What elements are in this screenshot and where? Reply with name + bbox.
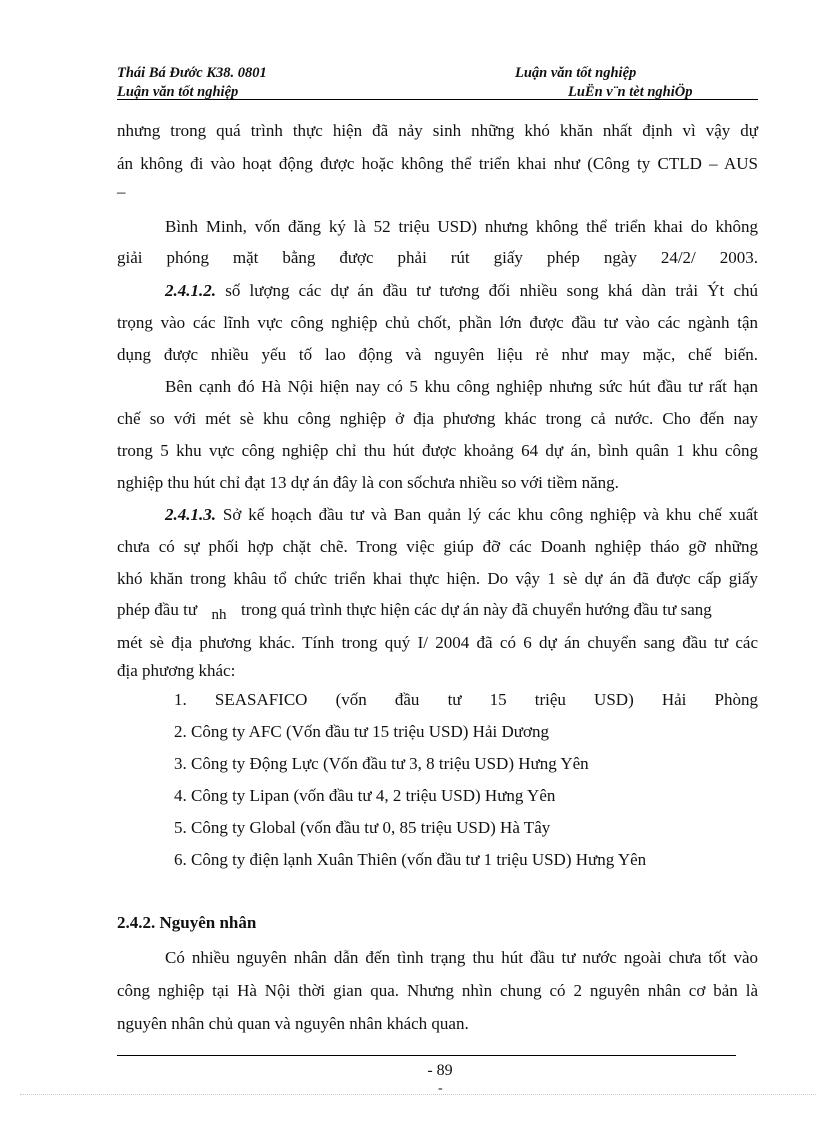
text-line: địa phương khác: xyxy=(117,661,236,680)
header-subtitle-left: Luận văn tốt nghiệp xyxy=(117,84,239,100)
list-item: 6. Công ty điện lạnh Xuân Thiên (vốn đầu tư 1 triệu USD) Hưng Yên xyxy=(174,850,647,869)
stray-text: nh xyxy=(211,607,227,623)
text-run: trong quá trình thực hiện các dự án này đã chuyển hướng đầu tư sang xyxy=(241,600,712,619)
text-line: mét sè địa phương khác. Tính trong quý I/ 2004 đã có 6 dự án chuyển sang đầu tư các xyxy=(117,633,758,652)
text-line: – xyxy=(117,182,126,201)
text-run: số lượng các dự án đầu tư tương đối nhiều song khá dàn trải Ýt chú xyxy=(216,281,758,300)
item-number: 2.4.1.3. xyxy=(165,505,216,524)
list-item: 3. Công ty Động Lực (Vốn đầu tư 3, 8 triệu USD) Hưng Yên xyxy=(174,754,589,773)
text-line: chế so với mét sè khu công nghiệp ở địa phương khác trong cả nước. Cho đến nay xyxy=(117,409,758,428)
list-item: 5. Công ty Global (vốn đầu tư 0, 85 triệu USD) Hà Tây xyxy=(174,818,551,837)
text-line-with-inset xyxy=(117,598,758,623)
header-rule xyxy=(117,99,758,100)
text-line: nguyên nhân chủ quan và nguyên nhân khách quan. xyxy=(117,1014,469,1033)
text-line: công nghiệp tại Hà Nội thời gian qua. Nhưng nhìn chung có 2 nguyên nhân cơ bản là xyxy=(117,981,758,1000)
list-item: 4. Công ty Lipan (vốn đầu tư 4, 2 triệu USD) Hưng Yên xyxy=(174,786,556,805)
text-line: trong 5 khu vực công nghiệp chỉ thu hút được khoảng 64 dự án, bình quân 1 khu công xyxy=(117,441,758,460)
page-break-line xyxy=(20,1094,816,1095)
text-line: Bên cạnh đó Hà Nội hiện nay có 5 khu công nghiệp nhưng sức hút đầu tư rất hạn xyxy=(165,377,758,396)
footer-dash: - xyxy=(438,1081,443,1096)
paragraph-2-4-1-2-line xyxy=(117,279,758,303)
text-line: khó khăn trong khâu tổ chức triển khai thực hiện. Do vậy 1 sè dự án đã được cấp giấy xyxy=(117,569,758,588)
text-line: chưa có sự phối hợp chặt chẽ. Trong việc giúp đỡ các Doanh nghiệp tháo gỡ những xyxy=(117,537,758,556)
text-run: phép đầu tư xyxy=(117,600,198,619)
header-title-right: Luận văn tốt nghiệp xyxy=(515,65,637,81)
list-item: 1. SEASAFICO (vốn đầu tư 15 triệu USD) Hải Phòng xyxy=(174,690,758,709)
text-line: nghiệp thu hút chỉ đạt 13 dự án đây là con sốchưa nhiều so với tiềm năng. xyxy=(117,473,619,492)
text-line: Có nhiều nguyên nhân dẫn đến tình trạng thu hút đầu tư nước ngoài chưa tốt vào xyxy=(165,948,758,967)
text-line: giải phóng mặt bằng được phải rút giấy phép ngày 24/2/ 2003. xyxy=(117,248,758,267)
text-line: trọng vào các lĩnh vực công nghiệp chủ chốt, phần lớn được đầu tư vào các ngành tận xyxy=(117,313,758,332)
paragraph-2-4-1-3-line xyxy=(117,503,758,527)
text-line: nhưng trong quá trình thực hiện đã nảy sinh những khó khăn nhất định vì vậy dự xyxy=(117,121,758,140)
text-line: Bình Minh, vốn đăng ký là 52 triệu USD) nhưng không thể triển khai do không xyxy=(165,217,758,236)
header-author: Thái Bá Đước K38. 0801 xyxy=(117,65,267,81)
text-line: án không đi vào hoạt động được hoặc không thể triển khai như (Công ty CTLD – AUS xyxy=(117,154,758,173)
text-line: dụng được nhiều yếu tố lao động và nguyên liệu rẻ như may mặc, chế biến. xyxy=(117,345,758,364)
text-run: Sở kế hoạch đầu tư và Ban quản lý các khu công nghiệp và khu chế xuất xyxy=(216,505,758,524)
header-title-right-garbled: LuËn v¨n tèt nghiÖp xyxy=(568,84,693,100)
section-heading: 2.4.2. Nguyên nhân xyxy=(117,913,257,932)
footer-rule xyxy=(117,1055,736,1056)
list-item: 2. Công ty AFC (Vốn đầu tư 15 triệu USD) Hải Dương xyxy=(174,722,549,741)
page-number: - 89 xyxy=(427,1062,453,1079)
item-number: 2.4.1.2. xyxy=(165,281,216,300)
